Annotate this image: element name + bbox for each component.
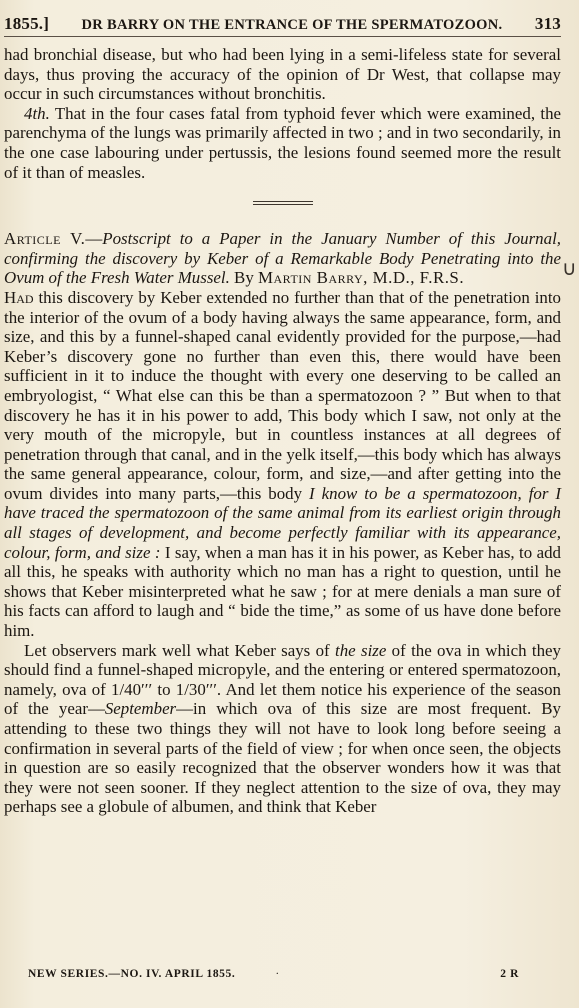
para2-to: to <box>157 679 171 699</box>
margin-bracket-mark: ∪ <box>562 256 577 280</box>
dropcap-word: Had <box>4 287 34 307</box>
header-year: 1855.] <box>4 14 50 33</box>
page-body <box>4 45 561 817</box>
body-paragraph-2 <box>4 641 561 817</box>
fraction-1: 1/40′′′ <box>111 679 153 699</box>
para2-text-d: And let them notice his experience of the season of the year— <box>4 679 561 719</box>
page-number: 313 <box>534 14 561 33</box>
article-heading <box>4 229 561 288</box>
running-title: DR BARRY ON THE ENTRANCE OF THE SPERMATOZOON. <box>81 17 503 33</box>
article-dash: — <box>85 229 103 249</box>
para1-italic: I know to be a spermatozoon, for I have traced the spermatozoon of the same animal from its earliest origin through all stages of development, and become perfectly familiar with its appearance, colour, form, and size : <box>4 483 561 562</box>
para2-italic-september: September <box>104 699 177 719</box>
para2-text-c: of the ova in which they should find a funnel-shaped micropyle, and the entering or entered spermatozoon, namely, ova of <box>4 640 561 699</box>
para1-text-c: I say, when a man has it in his power, as Keber has, to add all this, he speaks with authority which no man has a right to question, until he shows that Keber misinterpreted what he saw ; for at mere denials a man sure of his facts can afford to laugh and “ bide the time,” as some of us have done before him. <box>4 542 561 641</box>
article-author: Martin Barry, M.D., F.R.S. <box>258 268 465 288</box>
footer-series-text: NEW SERIES.—NO. IV. APRIL 1855. <box>28 968 236 980</box>
para2-italic-size: the size <box>335 640 387 660</box>
para2-text-a: Let observers mark well what Keber says of <box>24 640 330 660</box>
para2-text-f: —in which ova of this size are most frequent. By attending to these two things they will not have to look long before seeing a confirmation in several parts of the field of view ; for when once seen, the objects in question are so easily recognized that the observer wonders how it was that they were not seen sooner. If they neglect attention to the size of ova, they may perhaps see a globule of albumen, and think that Keber <box>4 699 562 817</box>
page-footer <box>28 968 519 980</box>
conclusion-text: That in the four cases fatal from typhoid fever which were examined, the parenchyma of the lungs was primarily affected in two ; and in two secondarily, in the one case labouring under pertussis, the lesions found seemed more the result of it than of measles. <box>4 103 562 182</box>
conclusion-label: 4th. <box>24 103 50 123</box>
article-title: Postscript to a Paper in the January Number of this Journal, confirming the discovery by Keber of a Remarkable Body Penetrating into the Ovum of the Fresh Water Mussel. <box>4 229 561 288</box>
fraction-2: 1/30′′′. <box>175 679 222 699</box>
section-divider <box>253 201 313 205</box>
conclusion-4th-paragraph <box>4 104 561 182</box>
footer-signature: 2 R <box>500 968 519 980</box>
continuation-paragraph: had bronchial disease, but who had been lying in a semi-lifeless state for several days, thus proving the accuracy of the opinion of Dr West, that collapse may occur in such circumstances without bronchitis. <box>4 45 561 104</box>
footer-series <box>28 968 280 980</box>
article-label: Article V. <box>4 229 86 249</box>
running-header <box>4 14 561 37</box>
article-by: By <box>234 268 254 288</box>
body-paragraph-1 <box>4 288 561 641</box>
para1-text-a: this discovery by Keber extended no further than that of the penetration into the interior of the ovum of a body having always the same appearance, form, and size, and this by a funnel-shaped canal evidently provided for the purpose,—had Keber’s discovery gone no further than even this, there would have been sufficient in it to induce the thought with every one deserving to be called an embryologist, “ What else can this be than a spermatozoon ? ” But when to that discovery he has it in his power to add, This body which I saw, not only at the very mouth of the micropyle, but in countless instances at all degrees of penetration through that canal, and in the yelk itself,—this body which has always the same general appearance, colour, form, and size,—and after getting into the ovum divides into many parts,—this body <box>4 287 561 503</box>
footer-dot: · <box>275 968 280 980</box>
